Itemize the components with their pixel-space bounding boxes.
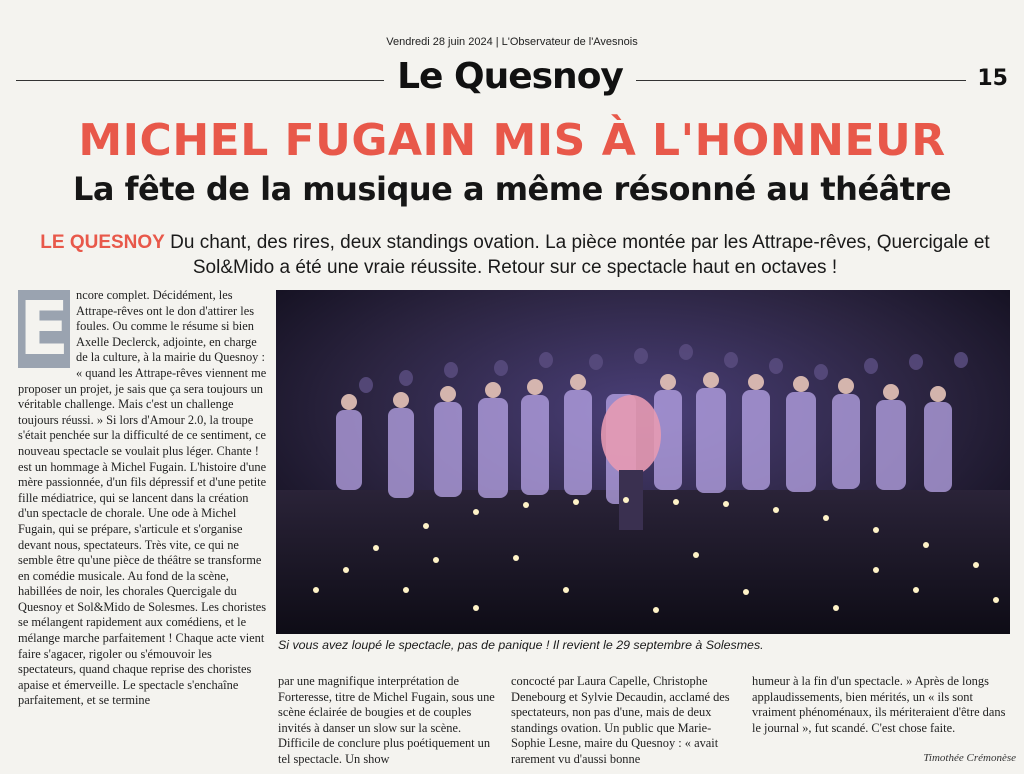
chapo-text: Du chant, des rires, deux standings ovation. La pièce montée par les Attrape-rêves, Quercigale et Sol&Mido a été une vraie réussite. Retour sur ce spectacle haut en octaves !: [170, 232, 990, 278]
article-column-3: [511, 674, 739, 768]
article-column-1: [18, 288, 268, 709]
article-column-2: [278, 674, 500, 768]
masthead-date-issue: Vendredi 28 juin 2024 | L'Observateur de l'Avesnois: [386, 36, 638, 48]
column-2-text: par une magnifique interprétation de Forteresse, titre de Michel Fugain, sous une scène éclairée de bougies et de couples invités à danser un slow sur la scène. Difficile de conclure plus poétiquement un tel spectacle. Un show: [278, 674, 495, 766]
masthead-rule-right: [636, 80, 966, 81]
column-1-text: ncore complet. Décidément, les Attrape-rêves ont le don d'attirer les foules. Ou comme le résume si bien Axelle Declerck, adjointe, en charge de la culture, à la mairie du Quesnoy : « quand les Attrape-rêves viennent me proposer un projet, je sais que ça sera toujours un véritable challenge. Mais c'est un challenge toujours réussi. » Si lors d'Amour 2.0, la troupe s'était penchée sur la difficulté de ce sentiment, ce nouveau spectacle se voulait plus léger. Chante ! est un hommage à Michel Fugain. L'histoire d'une mère passionnée, d'un fils dépressif et d'une petite fille médiatrice, qui se lancent dans la création d'un spectacle de chorale. Une ode à Michel Fugain, qui se prépare, s'articule et s'organise devant nous, spectateurs. Très vite, ce qui ne semble être qu'une pièce de théâtre se transforme en comédie musicale. Au fond de la scène, habillées de noir, les chorales Quercigale du Quesnoy et Sol&Mido de Solesmes. Les choristes se mélangent rapidement aux comédiens, et le mélange marche parfaitement ! Chaque acte vient faire s'agacer, rigoler ou s'émouvoir les spectateurs, quand chaque reprise des choristes apaise et émerveille. Le spectacle s'enchaîne parfaitement, et se termine: [18, 288, 267, 708]
section-title: Le Quesnoy: [397, 56, 623, 97]
stage-photo-image: [276, 290, 1010, 634]
article-chapo: [30, 230, 1000, 280]
stage-photo: [276, 290, 1010, 634]
article-subhead: La fête de la musique a même résonné au théâtre: [72, 170, 952, 208]
masthead-rule-left: [16, 80, 384, 81]
author-signature: Timothée Crémonèse: [923, 752, 1016, 764]
page-number: 15: [977, 66, 1008, 91]
column-3-text: concocté par Laura Capelle, Christophe Denebourg et Sylvie Decaudin, acclamé des spectateurs, non pas d'une, mais de deux standings ovation. Un public que Marie-Sophie Lesne, maire du Quesnoy : « avait rarement vu d'aussi bonne: [511, 674, 730, 766]
drop-cap: E: [18, 286, 70, 372]
column-4-text: humeur à la fin d'un spectacle. » Après de longs applaudissements, bien mérités, un « ils sont vraiment phénoménaux, ils mériteraient d'être dans le journal », fut scandé. C'est chose faite.: [752, 674, 1006, 735]
article-headline: MICHEL FUGAIN MIS À L'HONNEUR: [78, 115, 946, 166]
article-column-4: [752, 674, 1010, 736]
chapo-kicker: LE QUESNOY: [40, 232, 165, 253]
photo-caption: Si vous avez loupé le spectacle, pas de panique ! Il revient le 29 septembre à Solesmes.: [278, 638, 764, 652]
